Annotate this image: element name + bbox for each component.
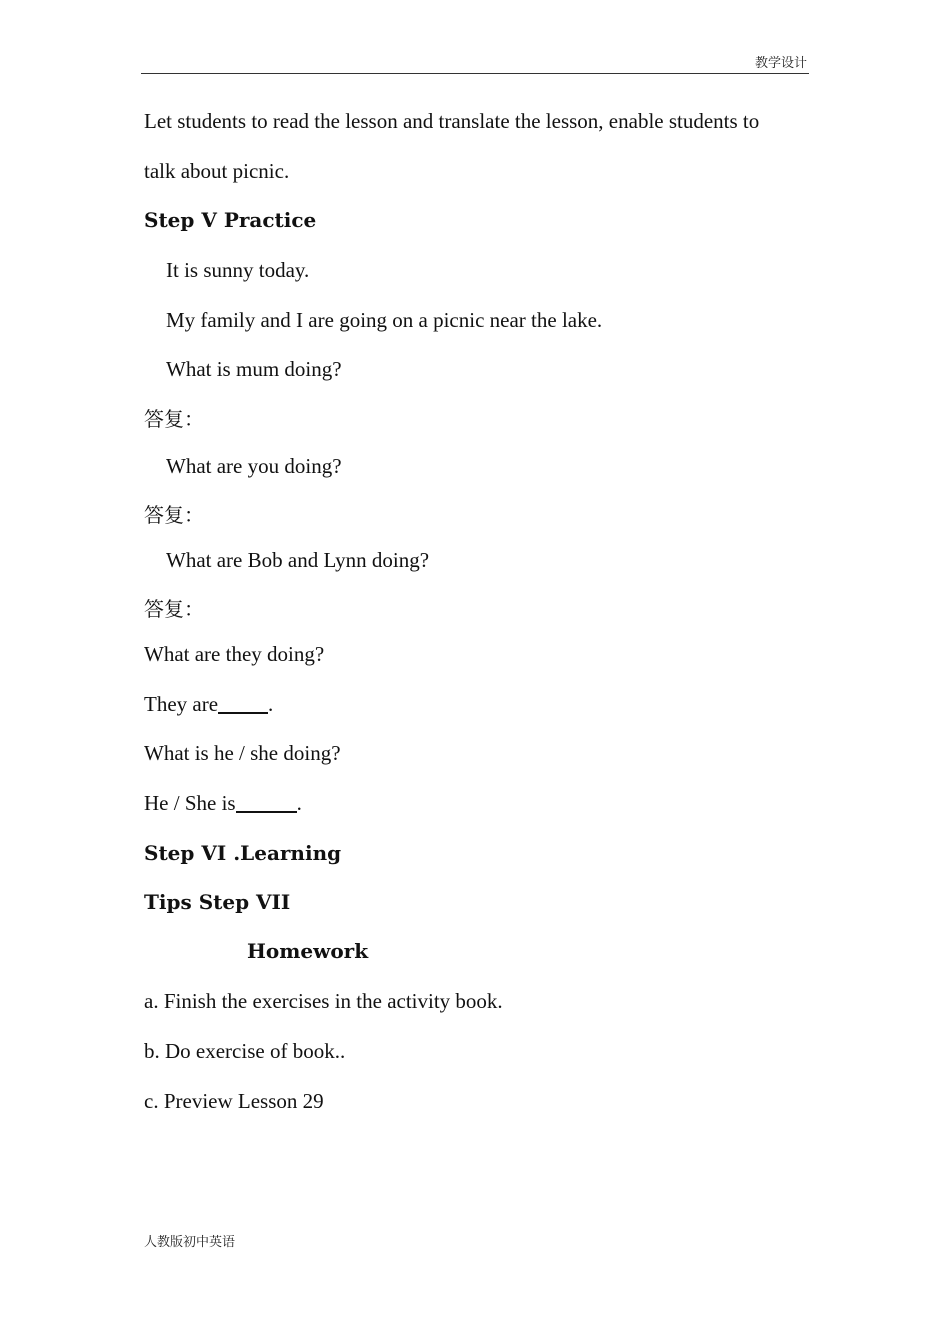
- step5-heading: Step V Practice: [144, 208, 317, 232]
- they-are-suffix: .: [268, 692, 274, 716]
- question-5: What is he / she doing?: [144, 741, 341, 765]
- they-are-prefix: They are: [144, 692, 219, 716]
- answer-label-2: 答复：: [144, 503, 204, 527]
- header-title: 教学设计: [754, 56, 807, 71]
- homework-heading: Homework: [247, 939, 369, 963]
- practice-line-2: My family and I are going on a picnic near the lake.: [166, 308, 603, 332]
- step7-heading: Tips Step VII: [144, 890, 291, 914]
- page-footer: 人教版初中英语: [144, 1235, 236, 1250]
- he-she-line: [144, 790, 302, 816]
- step6-heading: Step VI .Learning: [144, 841, 342, 865]
- homework-item-b: b. Do exercise of book..: [144, 1039, 346, 1063]
- answer-label-3: 答复：: [144, 597, 204, 621]
- answer-blank-2: [236, 792, 297, 813]
- answer-blank-1: [218, 693, 268, 714]
- homework-item-a: a. Finish the exercises in the activity book.: [144, 989, 503, 1013]
- answer-label-1: 答复：: [144, 407, 204, 431]
- intro-line-2: talk about picnic.: [144, 159, 290, 183]
- they-are-line: [144, 691, 273, 717]
- practice-line-3: What is mum doing?: [166, 357, 342, 381]
- intro-line-1: Let students to read the lesson and translate the lesson, enable students to: [144, 109, 760, 133]
- question-3: What are Bob and Lynn doing?: [166, 548, 430, 572]
- question-4: What are they doing?: [144, 642, 325, 666]
- question-2: What are you doing?: [166, 454, 342, 478]
- practice-line-1: It is sunny today.: [166, 258, 310, 282]
- homework-item-c: c. Preview Lesson 29: [144, 1089, 324, 1113]
- he-she-prefix: He / She is: [144, 791, 236, 815]
- page-header: [141, 56, 809, 74]
- he-she-suffix: .: [296, 791, 302, 815]
